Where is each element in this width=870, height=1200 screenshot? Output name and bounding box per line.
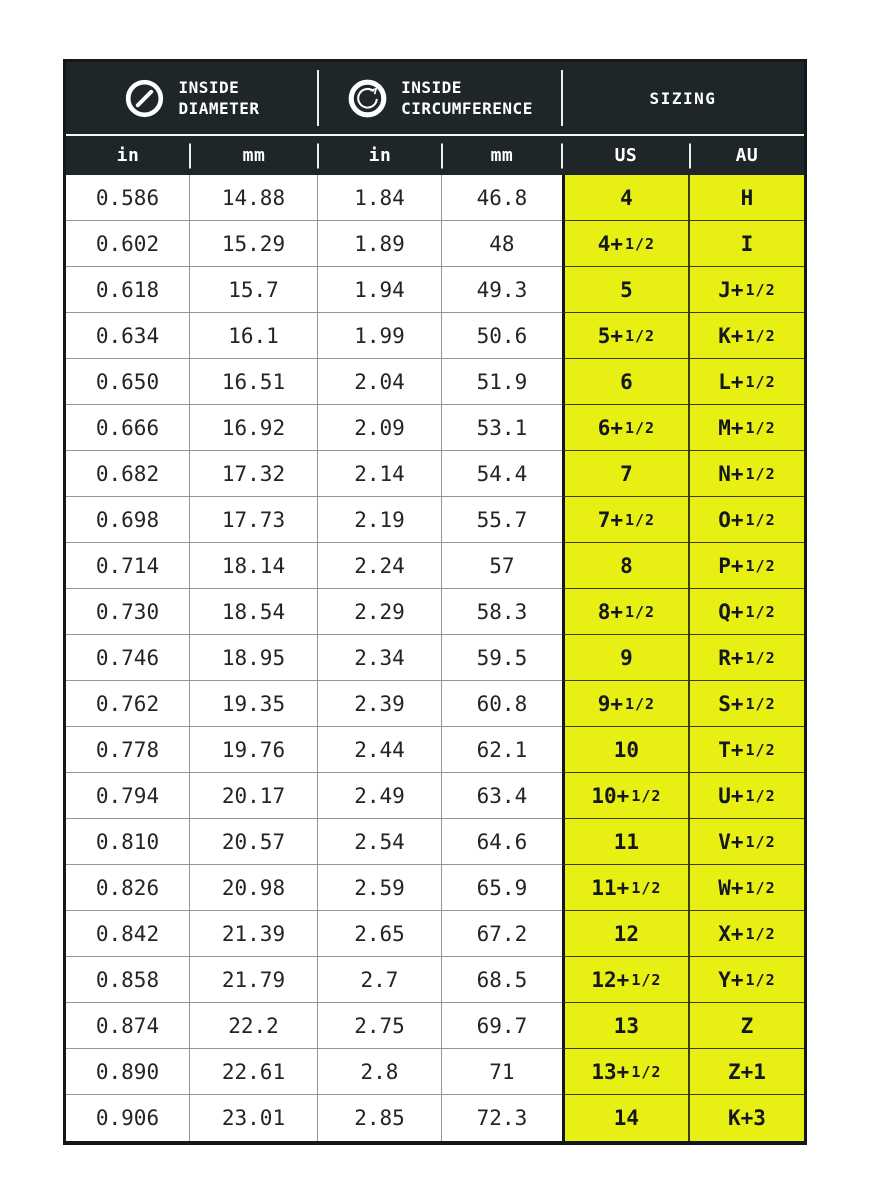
us-size-cell: 11+ 1/2 — [562, 865, 690, 911]
diameter-in-cell: 0.778 — [66, 727, 190, 773]
circumference-mm-cell: 46.8 — [442, 175, 562, 221]
circumference-in-cell: 2.65 — [318, 911, 442, 957]
diameter-mm-cell: 22.61 — [190, 1049, 318, 1095]
circumference-in-cell: 2.54 — [318, 819, 442, 865]
circumference-in-cell: 2.44 — [318, 727, 442, 773]
circumference-mm-cell: 59.5 — [442, 635, 562, 681]
circumference-in-cell: 1.99 — [318, 313, 442, 359]
us-size-cell: 10+ 1/2 — [562, 773, 690, 819]
circumference-in-cell: 1.89 — [318, 221, 442, 267]
circumference-mm-cell: 53.1 — [442, 405, 562, 451]
circumference-in-cell: 2.04 — [318, 359, 442, 405]
ring-size-table — [63, 59, 807, 1145]
table-row — [66, 543, 804, 589]
circumference-in-cell: 2.29 — [318, 589, 442, 635]
diameter-in-cell: 0.602 — [66, 221, 190, 267]
circumference-mm-cell: 54.4 — [442, 451, 562, 497]
au-size-cell: J+ 1/2 — [690, 267, 804, 313]
diameter-in-cell: 0.682 — [66, 451, 190, 497]
diameter-mm-cell: 16.92 — [190, 405, 318, 451]
diameter-mm-cell: 16.1 — [190, 313, 318, 359]
table-row — [66, 313, 804, 359]
col-header-circumference-mm: mm — [442, 136, 562, 175]
au-size-cell: Z — [690, 1003, 804, 1049]
au-size-cell: Z+1 — [690, 1049, 804, 1095]
us-size-cell: 8 — [562, 543, 690, 589]
diameter-in-cell: 0.586 — [66, 175, 190, 221]
au-size-cell: N+ 1/2 — [690, 451, 804, 497]
circumference-in-cell: 2.09 — [318, 405, 442, 451]
table-row — [66, 911, 804, 957]
us-size-cell: 6 — [562, 359, 690, 405]
au-size-cell: V+ 1/2 — [690, 819, 804, 865]
us-size-cell: 5 — [562, 267, 690, 313]
col-header-diameter-in: in — [66, 136, 190, 175]
us-size-cell: 13+ 1/2 — [562, 1049, 690, 1095]
table-row — [66, 819, 804, 865]
circumference-in-cell: 2.75 — [318, 1003, 442, 1049]
diameter-in-cell: 0.698 — [66, 497, 190, 543]
diameter-mm-cell: 20.57 — [190, 819, 318, 865]
diameter-in-cell: 0.858 — [66, 957, 190, 1003]
circumference-mm-cell: 49.3 — [442, 267, 562, 313]
col-header-diameter-mm: mm — [190, 136, 318, 175]
group-label-inside-circumference: INSIDE CIRCUMFERENCE — [401, 78, 533, 118]
au-size-cell: H — [690, 175, 804, 221]
table-row — [66, 451, 804, 497]
circumference-in-cell: 1.94 — [318, 267, 442, 313]
us-size-cell: 6+ 1/2 — [562, 405, 690, 451]
au-size-cell: L+ 1/2 — [690, 359, 804, 405]
diameter-mm-cell: 18.14 — [190, 543, 318, 589]
au-size-cell: R+ 1/2 — [690, 635, 804, 681]
table-row — [66, 405, 804, 451]
us-size-cell: 7 — [562, 451, 690, 497]
au-size-cell: Q+ 1/2 — [690, 589, 804, 635]
diameter-icon — [124, 78, 165, 119]
us-size-cell: 4 — [562, 175, 690, 221]
circumference-in-cell: 2.14 — [318, 451, 442, 497]
col-header-circumference-in: in — [318, 136, 442, 175]
diameter-mm-cell: 21.39 — [190, 911, 318, 957]
circumference-mm-cell: 62.1 — [442, 727, 562, 773]
diameter-in-cell: 0.746 — [66, 635, 190, 681]
us-size-cell: 12+ 1/2 — [562, 957, 690, 1003]
au-size-cell: Y+ 1/2 — [690, 957, 804, 1003]
circumference-in-cell: 2.7 — [318, 957, 442, 1003]
table-row — [66, 1003, 804, 1049]
diameter-in-cell: 0.826 — [66, 865, 190, 911]
circumference-mm-cell: 72.3 — [442, 1095, 562, 1141]
table-row — [66, 727, 804, 773]
diameter-in-cell: 0.810 — [66, 819, 190, 865]
col-header-us-size: US — [562, 136, 690, 175]
table-row — [66, 267, 804, 313]
circumference-in-cell: 2.24 — [318, 543, 442, 589]
table-row — [66, 635, 804, 681]
circumference-mm-cell: 67.2 — [442, 911, 562, 957]
group-label-inside-diameter: INSIDE DIAMETER — [178, 78, 260, 118]
au-size-cell: T+ 1/2 — [690, 727, 804, 773]
au-size-cell: S+ 1/2 — [690, 681, 804, 727]
diameter-mm-cell: 20.98 — [190, 865, 318, 911]
diameter-in-cell: 0.762 — [66, 681, 190, 727]
diameter-in-cell: 0.906 — [66, 1095, 190, 1141]
table-row — [66, 1049, 804, 1095]
circumference-mm-cell: 68.5 — [442, 957, 562, 1003]
circumference-in-cell: 2.8 — [318, 1049, 442, 1095]
circumference-mm-cell: 63.4 — [442, 773, 562, 819]
us-size-cell: 9+ 1/2 — [562, 681, 690, 727]
us-size-cell: 10 — [562, 727, 690, 773]
us-size-cell: 9 — [562, 635, 690, 681]
au-size-cell: U+ 1/2 — [690, 773, 804, 819]
au-size-cell: W+ 1/2 — [690, 865, 804, 911]
col-header-au-size: AU — [735, 145, 759, 166]
us-size-cell: 4+ 1/2 — [562, 221, 690, 267]
table-body — [66, 175, 804, 1141]
circumference-mm-cell: 51.9 — [442, 359, 562, 405]
circumference-in-cell: 2.59 — [318, 865, 442, 911]
circumference-in-cell: 1.84 — [318, 175, 442, 221]
group-sizing — [562, 62, 804, 134]
table-row — [66, 359, 804, 405]
diameter-mm-cell: 15.7 — [190, 267, 318, 313]
au-size-cell: K+ 1/2 — [690, 313, 804, 359]
diameter-in-cell: 0.842 — [66, 911, 190, 957]
circumference-mm-cell: 65.9 — [442, 865, 562, 911]
diameter-mm-cell: 16.51 — [190, 359, 318, 405]
diameter-mm-cell: 15.29 — [190, 221, 318, 267]
us-size-cell: 12 — [562, 911, 690, 957]
us-size-cell: 11 — [562, 819, 690, 865]
us-size-cell: 5+ 1/2 — [562, 313, 690, 359]
diameter-in-cell: 0.650 — [66, 359, 190, 405]
circumference-in-cell: 2.34 — [318, 635, 442, 681]
au-size-cell: K+3 — [690, 1095, 804, 1141]
circumference-mm-cell: 58.3 — [442, 589, 562, 635]
au-size-cell: X+ 1/2 — [690, 911, 804, 957]
diameter-mm-cell: 20.17 — [190, 773, 318, 819]
diameter-mm-cell: 17.32 — [190, 451, 318, 497]
circumference-mm-cell: 71 — [442, 1049, 562, 1095]
circumference-in-cell: 2.19 — [318, 497, 442, 543]
diameter-mm-cell: 18.95 — [190, 635, 318, 681]
diameter-in-cell: 0.714 — [66, 543, 190, 589]
circumference-mm-cell: 55.7 — [442, 497, 562, 543]
table-row — [66, 175, 804, 221]
column-header-row — [66, 136, 804, 175]
us-size-cell: 14 — [562, 1095, 690, 1141]
group-inside-circumference — [318, 62, 562, 134]
diameter-in-cell: 0.794 — [66, 773, 190, 819]
circumference-in-cell: 2.49 — [318, 773, 442, 819]
circumference-mm-cell: 48 — [442, 221, 562, 267]
circumference-mm-cell: 69.7 — [442, 1003, 562, 1049]
us-size-cell: 7+ 1/2 — [562, 497, 690, 543]
circumference-in-cell: 2.85 — [318, 1095, 442, 1141]
group-inside-diameter — [66, 62, 318, 134]
table-row — [66, 957, 804, 1003]
diameter-in-cell: 0.618 — [66, 267, 190, 313]
table-row — [66, 865, 804, 911]
table-row — [66, 1095, 804, 1141]
table-row — [66, 773, 804, 819]
table-row — [66, 681, 804, 727]
us-size-cell: 13 — [562, 1003, 690, 1049]
diameter-mm-cell: 19.35 — [190, 681, 318, 727]
group-header-row — [66, 62, 804, 134]
diameter-mm-cell: 14.88 — [190, 175, 318, 221]
us-size-cell: 8+ 1/2 — [562, 589, 690, 635]
diameter-mm-cell: 18.54 — [190, 589, 318, 635]
diameter-in-cell: 0.730 — [66, 589, 190, 635]
diameter-mm-cell: 17.73 — [190, 497, 318, 543]
diameter-mm-cell: 19.76 — [190, 727, 318, 773]
diameter-mm-cell: 22.2 — [190, 1003, 318, 1049]
table-row — [66, 497, 804, 543]
circumference-mm-cell: 57 — [442, 543, 562, 589]
circumference-in-cell: 2.39 — [318, 681, 442, 727]
au-size-cell: I — [690, 221, 804, 267]
diameter-in-cell: 0.666 — [66, 405, 190, 451]
circumference-mm-cell: 64.6 — [442, 819, 562, 865]
group-label-sizing: SIZING — [649, 88, 717, 108]
table-row — [66, 221, 804, 267]
diameter-mm-cell: 23.01 — [190, 1095, 318, 1141]
table-row — [66, 589, 804, 635]
diameter-in-cell: 0.634 — [66, 313, 190, 359]
au-size-cell: M+ 1/2 — [690, 405, 804, 451]
diameter-in-cell: 0.874 — [66, 1003, 190, 1049]
circumference-mm-cell: 50.6 — [442, 313, 562, 359]
diameter-in-cell: 0.890 — [66, 1049, 190, 1095]
table-header — [66, 62, 804, 175]
diameter-mm-cell: 21.79 — [190, 957, 318, 1003]
au-size-cell: P+ 1/2 — [690, 543, 804, 589]
au-size-cell: O+ 1/2 — [690, 497, 804, 543]
circumference-mm-cell: 60.8 — [442, 681, 562, 727]
circumference-icon — [347, 78, 388, 119]
